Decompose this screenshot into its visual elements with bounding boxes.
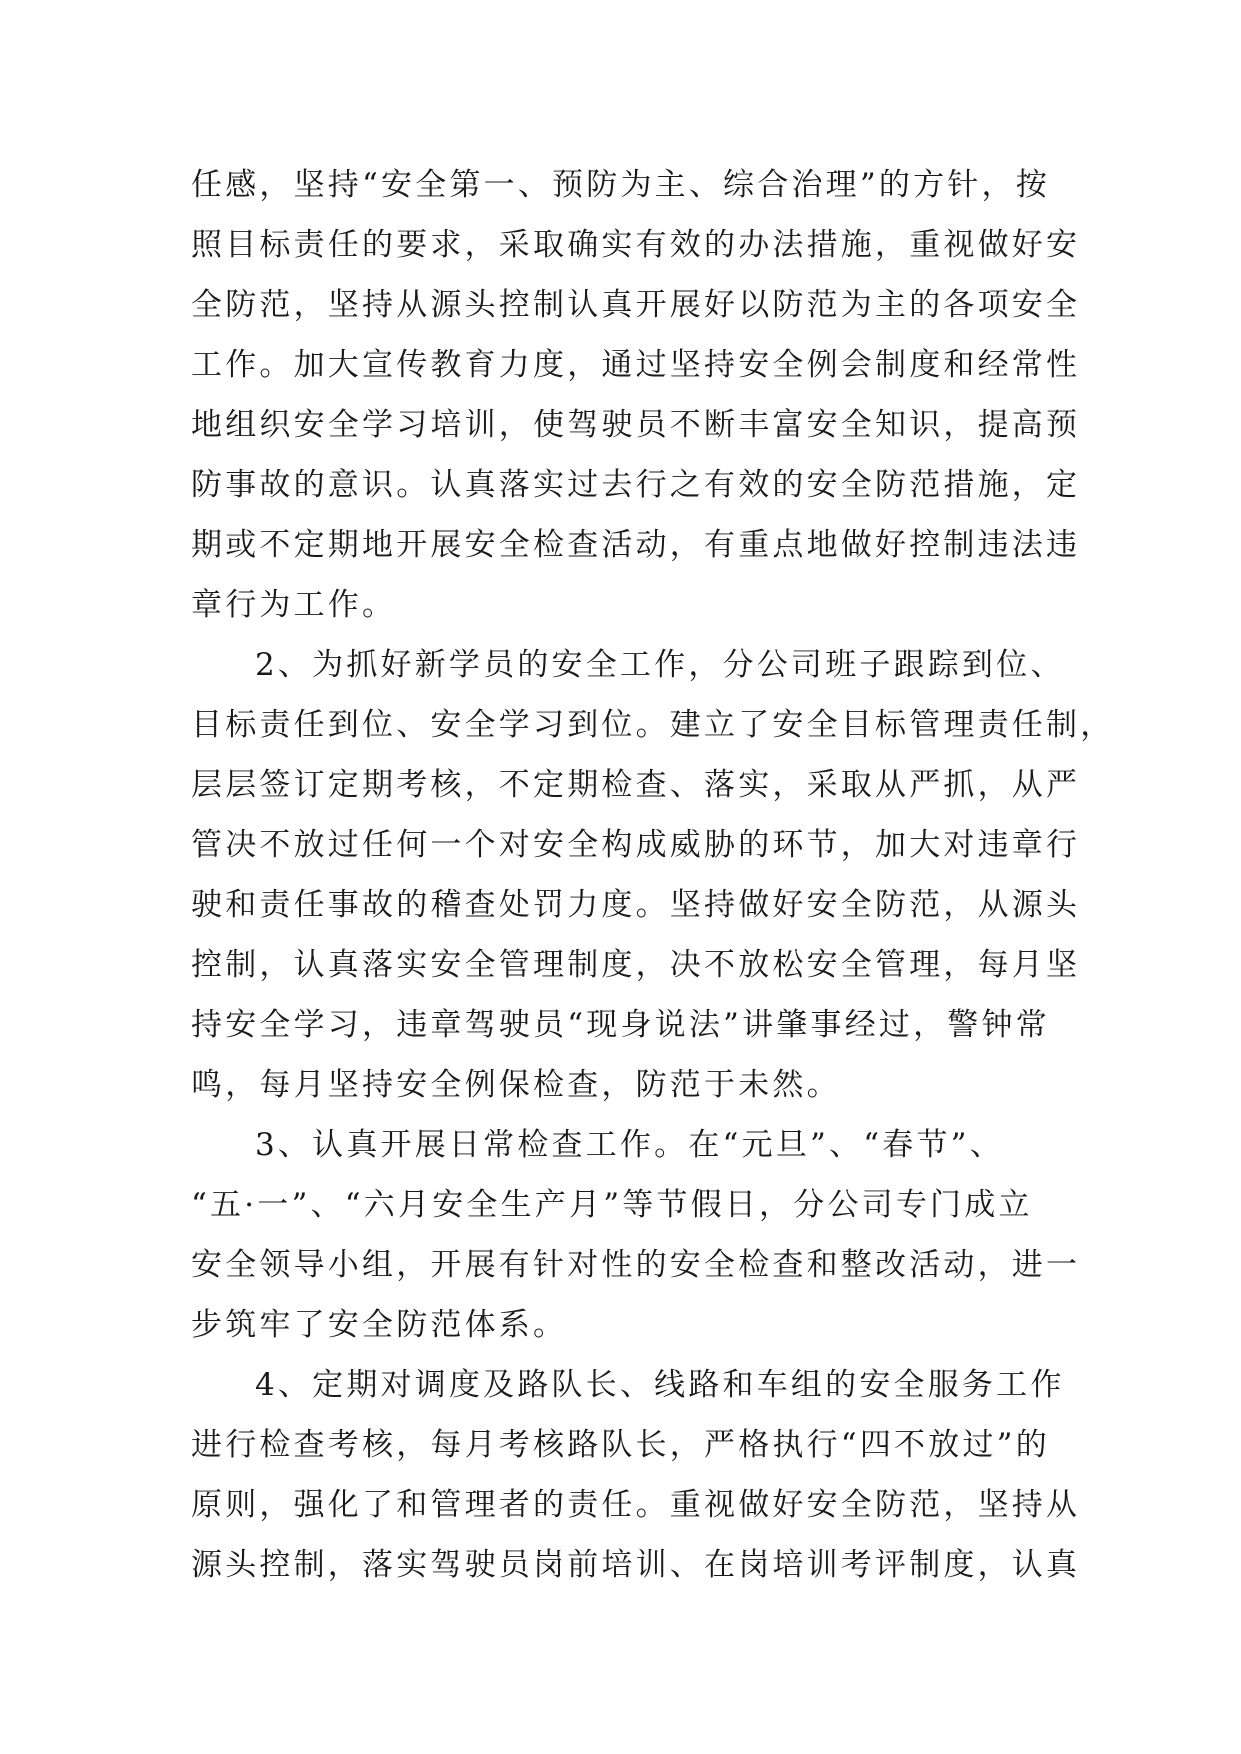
paragraph: [191, 635, 1115, 1115]
text-line: 目标责任到位、安全学习到位。建立了安全目标管理责任制，: [191, 707, 1115, 743]
text-line: 源头控制，落实驾驶员岗前培训、在岗培训考评制度，认真: [191, 1547, 1081, 1583]
paragraph: [191, 155, 1081, 635]
text-line: 期或不定期地开展安全检查活动，有重点地做好控制违法违: [191, 527, 1081, 563]
text-line: 控制，认真落实安全管理制度，决不放松安全管理，每月坚: [191, 947, 1081, 983]
text-line: 3、认真开展日常检查工作。在“元旦”、“春节”、: [255, 1127, 1004, 1163]
text-line: “五·一”、“六月安全生产月”等节假日，分公司专门成立: [191, 1187, 1033, 1223]
text-line: 防事故的意识。认真落实过去行之有效的安全防范措施，定: [191, 467, 1081, 503]
text-line: 任感，坚持“安全第一、预防为主、综合治理”的方针，按: [191, 167, 1050, 203]
document-body: [191, 155, 1115, 1595]
text-line: 持安全学习，违章驾驶员“现身说法”讲肇事经过，警钟常: [191, 1007, 1050, 1043]
text-line: 步筑牢了安全防范体系。: [191, 1307, 568, 1343]
text-line: 进行检查考核，每月考核路队长，严格执行“四不放过”的: [191, 1427, 1050, 1463]
text-line: 4、定期对调度及路队长、线路和车组的安全服务工作: [255, 1367, 1065, 1403]
text-line: 照目标责任的要求，采取确实有效的办法措施，重视做好安: [191, 227, 1081, 263]
text-line: 安全领导小组，开展有针对性的安全检查和整改活动，进一: [191, 1247, 1081, 1283]
text-line: 地组织安全学习培训，使驾驶员不断丰富安全知识，提高预: [191, 407, 1081, 443]
text-line: 全防范，坚持从源头控制认真开展好以防范为主的各项安全: [191, 287, 1081, 323]
text-line: 原则，强化了和管理者的责任。重视做好安全防范，坚持从: [191, 1487, 1081, 1523]
paragraph: [191, 1355, 1081, 1595]
text-line: 2、为抓好新学员的安全工作，分公司班子跟踪到位、: [255, 647, 1065, 683]
text-line: 工作。加大宣传教育力度，通过坚持安全例会制度和经常性: [191, 347, 1081, 383]
text-line: 驶和责任事故的稽查处罚力度。坚持做好安全防范，从源头: [191, 887, 1081, 923]
text-line: 章行为工作。: [191, 587, 397, 623]
text-line: 管决不放过任何一个对安全构成威胁的环节，加大对违章行: [191, 827, 1081, 863]
paragraph: [191, 1115, 1081, 1355]
text-line: 层层签订定期考核，不定期检查、落实，采取从严抓，从严: [191, 767, 1081, 803]
text-line: 鸣，每月坚持安全例保检查，防范于未然。: [191, 1067, 841, 1103]
